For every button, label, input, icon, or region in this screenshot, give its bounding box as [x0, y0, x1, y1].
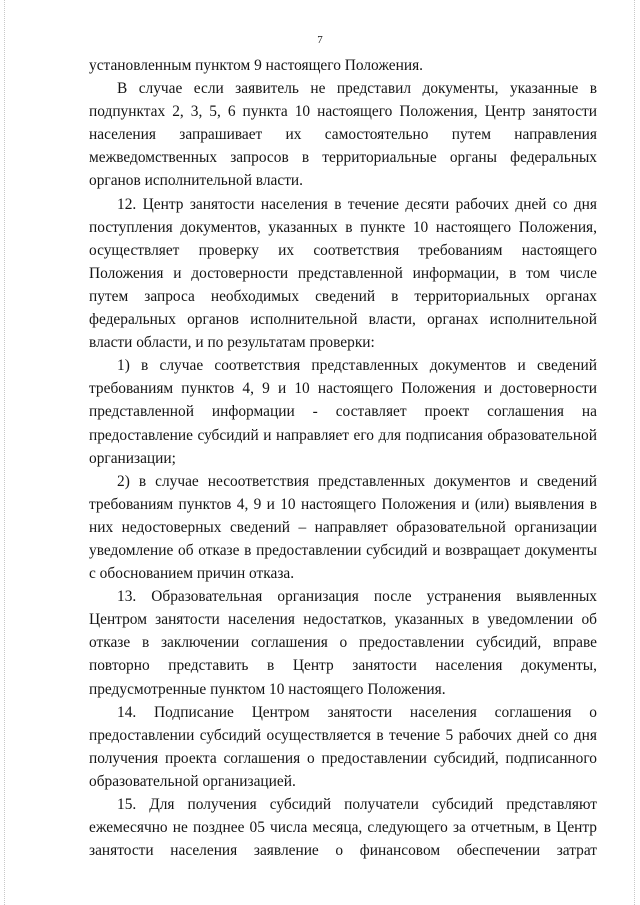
paragraph-item-15: 15. Для получения субсидий получатели субсидий представляют ежемесячно не позднее 05 числа месяца, следующего за отчетным, в Центр занятости населения заявление о финансовом обеспечении затрат — [89, 796, 597, 860]
paragraph-item-13: 13. Образовательная организация после устранения выявленных Центром занятости населения недостатков, указанных в уведомлении об отказе в заключении соглашения о предоставлении субсидий, вправе повторно представить в Центр занятости населения документы, предусмотренные пунктом 10 настоящего Положения. — [89, 588, 597, 698]
scan-edge-right — [634, 0, 636, 905]
paragraph-subitem-2: 2) в случае несоответствия представленных документов и сведений требованиям пунктов 4, 9 и 10 настоящего Положения и (или) выявления в них недостоверных сведений – направляет образовательной организации уведомление об отказе в предоставлении субсидий и возвращает документы с обоснованием причин отказа. — [89, 472, 597, 583]
paragraph-continuation: установленным пунктом 9 настоящего Положения. — [89, 57, 423, 74]
page-number: 7 — [317, 34, 323, 46]
paragraph-subitem-1: 1) в случае соответствия представленных документов и сведений требованиям пунктов 4, 9 и 10 настоящего Положения и достоверности представленной информации - составляет проект соглашения на предоставление субсидий и направляет его для подписания образовательной организации; — [89, 357, 597, 467]
paragraph-item-12: 12. Центр занятости населения в течение десяти рабочих дней со дня поступления документов, указанных в пункте 10 настоящего Положения, осуществляет проверку их соответствия требованиям настоящего Положения и достоверности представленной информации, в том числе путем запроса необходимых сведений в территориальных органах федеральных органов исполнительной власти, органах исполнительной власти области, и по результатам проверки: — [89, 195, 597, 352]
scan-edge-left — [4, 0, 6, 905]
document-body — [89, 54, 597, 862]
paragraph-item-14: 14. Подписание Центром занятости населения соглашения о предоставлении субсидий осуществляется в течение 5 рабочих дней со дня получения проекта соглашения о предоставлении субсидий, подписанного образовательной организацией. — [89, 703, 597, 790]
paragraph-missing-documents: В случае если заявитель не представил документы, указанные в подпунктах 2, 3, 5, 6 пункта 10 настоящего Положения, Центр занятости населения запрашивает их самостоятельно путем направления межведомственных запросов в территориальные органы федеральных органов исполнительной власти. — [89, 80, 597, 190]
